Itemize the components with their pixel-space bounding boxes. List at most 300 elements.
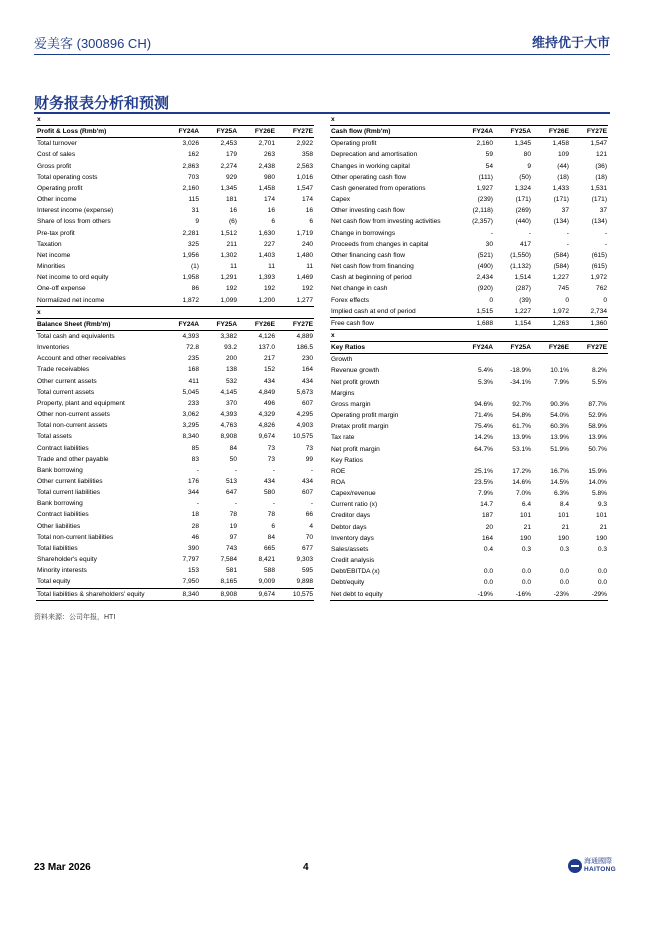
table-row bbox=[330, 239, 608, 250]
row-value: 588 bbox=[263, 567, 275, 575]
kr-col-header: FY25A bbox=[494, 342, 532, 354]
table-row bbox=[330, 510, 608, 521]
row-value: - bbox=[310, 500, 314, 508]
haitong-logo bbox=[568, 858, 616, 874]
row-value: -29% bbox=[570, 589, 608, 601]
table-row bbox=[330, 421, 608, 432]
row-value: 11 bbox=[230, 263, 237, 271]
row-value: 9,898 bbox=[296, 578, 314, 586]
row-value: - bbox=[196, 500, 199, 508]
row-value: 980 bbox=[263, 173, 275, 181]
row-value: 7.9% bbox=[553, 378, 569, 386]
row-value: (18) bbox=[595, 173, 608, 181]
table-row bbox=[330, 410, 608, 421]
row-label: Total operating costs bbox=[37, 173, 98, 181]
table-row bbox=[330, 444, 608, 455]
row-value: 4,393 bbox=[182, 332, 199, 340]
row-value: 434 bbox=[302, 377, 314, 385]
table-row bbox=[36, 521, 314, 532]
header-rule bbox=[34, 54, 610, 55]
row-value: 174 bbox=[263, 196, 275, 204]
table-row bbox=[330, 138, 608, 150]
row-value: 6.4 bbox=[521, 501, 531, 509]
row-value: 58.9% bbox=[588, 423, 608, 431]
row-value: (36) bbox=[595, 162, 608, 170]
row-label: Free cash flow bbox=[330, 317, 456, 329]
row-value: 9,674 bbox=[258, 433, 275, 441]
row-value: 1,972 bbox=[590, 274, 608, 282]
table-row bbox=[36, 216, 314, 227]
row-value: 1,360 bbox=[570, 317, 608, 329]
row-value: 2,281 bbox=[182, 229, 199, 237]
row-value: 70 bbox=[305, 533, 314, 541]
row-value: 9.3 bbox=[597, 501, 608, 509]
table-row bbox=[330, 589, 608, 601]
row-value: 31 bbox=[191, 207, 199, 215]
table-row bbox=[36, 409, 314, 420]
pl-col-header: FY24A bbox=[162, 126, 200, 138]
kr-x-row bbox=[330, 330, 608, 342]
row-value bbox=[494, 555, 532, 566]
row-value: 10,575 bbox=[292, 433, 314, 441]
pl-col-header: FY27E bbox=[276, 126, 314, 138]
row-label: Other current liabilities bbox=[37, 478, 103, 485]
table-row bbox=[330, 577, 608, 588]
table-row bbox=[36, 161, 314, 172]
table-row bbox=[36, 487, 314, 498]
table-row bbox=[36, 498, 314, 509]
source-note: 资料来源：公司年报，HTI bbox=[34, 614, 116, 621]
section-title: 财务报表分析和预测 bbox=[34, 95, 170, 112]
row-value: 168 bbox=[187, 366, 199, 374]
row-label: Forex effects bbox=[331, 296, 369, 304]
row-label: Margins bbox=[331, 389, 355, 397]
row-value: 8,421 bbox=[258, 556, 275, 564]
row-value: 647 bbox=[225, 489, 237, 497]
row-value bbox=[532, 555, 570, 566]
row-value: 1,872 bbox=[162, 295, 200, 307]
row-value: 2,863 bbox=[182, 162, 199, 170]
table-row bbox=[36, 342, 314, 353]
table-row bbox=[330, 317, 608, 329]
pl-header-row bbox=[36, 126, 314, 138]
row-label: Trade receivables bbox=[37, 366, 90, 374]
row-value: 9,009 bbox=[258, 578, 275, 586]
row-value: (269) bbox=[515, 207, 531, 215]
header-company: 爱美客 (300896 CH) bbox=[34, 36, 152, 51]
table-row bbox=[36, 443, 314, 454]
row-value: 417 bbox=[519, 240, 531, 248]
row-value: - bbox=[566, 229, 569, 237]
row-value: (615) bbox=[591, 251, 608, 259]
row-value: 1,547 bbox=[296, 184, 314, 192]
row-value: 6 bbox=[271, 218, 275, 226]
row-value: (287) bbox=[515, 285, 531, 293]
row-value: 0.3 bbox=[559, 545, 569, 553]
row-value: 677 bbox=[302, 544, 314, 552]
row-value: 59 bbox=[485, 151, 493, 159]
row-value: (1,550) bbox=[510, 251, 531, 259]
table-row bbox=[36, 476, 314, 487]
row-value: 51.9% bbox=[550, 445, 569, 453]
row-value: 14.7 bbox=[480, 501, 493, 509]
bs-header-row bbox=[36, 318, 314, 330]
row-value: 3,062 bbox=[182, 411, 199, 419]
row-label: Total non-current liabilities bbox=[37, 533, 114, 541]
table-row bbox=[330, 533, 608, 544]
row-value: (111) bbox=[478, 173, 493, 181]
cf-col-header: FY27E bbox=[570, 126, 608, 138]
table-row bbox=[36, 509, 314, 520]
row-value: 86 bbox=[191, 285, 199, 293]
row-value: 1,469 bbox=[296, 274, 314, 282]
row-label: Taxation bbox=[37, 240, 62, 248]
row-value: 0.0 bbox=[597, 579, 608, 587]
row-value: 0.3 bbox=[521, 545, 531, 553]
row-value: 87.7% bbox=[588, 400, 608, 408]
table-row bbox=[330, 306, 608, 318]
row-value: 13.9% bbox=[588, 434, 608, 442]
row-value: 665 bbox=[263, 544, 275, 552]
row-value: 16 bbox=[229, 207, 237, 215]
row-value: - bbox=[604, 229, 608, 237]
table-row bbox=[330, 161, 608, 172]
table-row bbox=[36, 172, 314, 183]
row-value: 263 bbox=[263, 151, 275, 159]
row-value bbox=[570, 455, 608, 466]
row-value: 0.0 bbox=[521, 568, 531, 576]
row-value: 1,458 bbox=[552, 140, 569, 148]
row-value: 164 bbox=[481, 534, 493, 542]
row-value: 411 bbox=[188, 377, 199, 385]
row-value: 37 bbox=[561, 207, 569, 215]
row-value: 3,295 bbox=[182, 422, 199, 430]
right-column bbox=[330, 114, 608, 601]
row-label: Operating profit bbox=[37, 184, 83, 192]
row-label: Debt/equity bbox=[331, 579, 365, 587]
row-value: 192 bbox=[225, 285, 237, 293]
row-value: 179 bbox=[225, 151, 237, 159]
row-value: -23% bbox=[532, 589, 570, 601]
row-value: 581 bbox=[225, 567, 237, 575]
row-value bbox=[570, 354, 608, 366]
row-value: 0.3 bbox=[597, 545, 608, 553]
row-label: Sales/assets bbox=[331, 545, 369, 553]
table-row bbox=[330, 228, 608, 239]
row-value: 5,045 bbox=[182, 388, 199, 396]
row-value: (171) bbox=[591, 196, 608, 204]
row-value: -16% bbox=[494, 589, 532, 601]
row-value: 0.4 bbox=[483, 545, 493, 553]
table-row bbox=[330, 377, 608, 388]
row-value: 1,514 bbox=[514, 274, 531, 282]
row-value: 496 bbox=[263, 399, 275, 407]
row-value: 2,701 bbox=[258, 140, 275, 148]
table-row bbox=[330, 283, 608, 294]
row-value: 217 bbox=[263, 355, 275, 363]
balance-sheet-table bbox=[36, 307, 314, 601]
row-value: 0.0 bbox=[597, 568, 608, 576]
row-value: 513 bbox=[225, 478, 237, 485]
row-label: Revenue growth bbox=[331, 367, 380, 375]
row-label: Capex bbox=[331, 196, 351, 204]
table-row bbox=[330, 183, 608, 194]
row-label: Cash generated from operations bbox=[331, 184, 426, 192]
row-value: 46 bbox=[191, 533, 199, 541]
row-label: Shareholder's equity bbox=[37, 556, 97, 564]
row-value: 192 bbox=[263, 285, 275, 293]
row-value: 92.7% bbox=[512, 400, 531, 408]
row-label: Minority interests bbox=[37, 567, 87, 575]
row-value: 211 bbox=[226, 240, 237, 248]
row-value: 1,927 bbox=[476, 184, 493, 192]
row-value: 7,797 bbox=[182, 556, 199, 564]
row-value bbox=[456, 388, 494, 399]
row-value: 6 bbox=[309, 218, 314, 226]
row-label: Interest income (expense) bbox=[37, 207, 114, 215]
row-value: (171) bbox=[515, 196, 531, 204]
row-value: 5.3% bbox=[477, 378, 493, 386]
row-value: 72.8 bbox=[186, 344, 199, 352]
row-value: 60.3% bbox=[550, 423, 569, 431]
row-value: 174 bbox=[302, 196, 314, 204]
table-row bbox=[330, 466, 608, 477]
row-value: 0.0 bbox=[521, 579, 531, 587]
row-value: 13.9% bbox=[550, 434, 569, 442]
row-value bbox=[570, 388, 608, 399]
row-value: 2,160 bbox=[182, 184, 199, 192]
row-value: 10,575 bbox=[276, 588, 314, 600]
row-value: 54.0% bbox=[550, 412, 569, 420]
table-row bbox=[36, 387, 314, 398]
row-value: 4,295 bbox=[296, 411, 314, 419]
row-value: 2,434 bbox=[476, 274, 493, 282]
row-value: 19 bbox=[229, 522, 237, 530]
row-value: 8,908 bbox=[220, 433, 237, 441]
row-label: Other current assets bbox=[37, 377, 97, 385]
row-value: 8,340 bbox=[182, 433, 199, 441]
header-rating: 维持优于大市 bbox=[531, 35, 610, 50]
table-row bbox=[330, 354, 608, 366]
row-value: 1,688 bbox=[456, 317, 494, 329]
row-label: Total equity bbox=[37, 578, 71, 586]
table-row bbox=[330, 399, 608, 410]
row-value: 1,227 bbox=[552, 274, 569, 282]
profit-loss-table bbox=[36, 114, 314, 307]
row-value: 78 bbox=[267, 511, 275, 519]
table-row bbox=[36, 554, 314, 565]
row-value: (440) bbox=[515, 218, 531, 226]
row-value: 607 bbox=[302, 399, 314, 407]
row-label: Tax rate bbox=[331, 434, 355, 442]
row-value: 84 bbox=[267, 533, 275, 541]
row-value: 4,849 bbox=[258, 388, 275, 396]
row-label: Contract liabilities bbox=[37, 511, 89, 519]
row-value: (1) bbox=[190, 263, 199, 271]
row-value: 61.7% bbox=[512, 423, 531, 431]
row-value: (134) bbox=[591, 218, 608, 226]
table-row bbox=[36, 420, 314, 431]
row-value: 1,291 bbox=[220, 274, 237, 282]
row-value: 1,263 bbox=[532, 317, 570, 329]
row-value: 7,950 bbox=[182, 578, 199, 586]
table-row bbox=[36, 330, 314, 342]
row-value: 1,630 bbox=[258, 229, 275, 237]
table-row bbox=[330, 205, 608, 216]
row-label: Operating profit margin bbox=[331, 412, 399, 420]
bs-x-row bbox=[36, 307, 314, 319]
row-label: Other investing cash flow bbox=[331, 207, 405, 215]
row-value: 2,274 bbox=[220, 162, 237, 170]
row-value: 190 bbox=[596, 534, 608, 542]
row-value: 745 bbox=[557, 285, 569, 293]
row-value: 227 bbox=[263, 240, 275, 248]
row-label: Property, plant and equipment bbox=[37, 399, 125, 407]
row-value: 230 bbox=[302, 355, 314, 363]
table-row bbox=[36, 588, 314, 600]
row-value: (615) bbox=[591, 263, 608, 271]
kr-col-header: FY26E bbox=[532, 342, 570, 354]
row-value: 52.9% bbox=[588, 412, 608, 420]
row-value: 16.7% bbox=[550, 467, 569, 475]
row-value: 1,200 bbox=[238, 295, 276, 307]
row-label: Key Ratios bbox=[331, 456, 363, 464]
row-value: 4,763 bbox=[220, 422, 237, 430]
row-value: (2,357) bbox=[472, 218, 493, 226]
row-value: - bbox=[196, 466, 199, 474]
row-value: 233 bbox=[187, 399, 199, 407]
table-row bbox=[36, 364, 314, 375]
row-value: 1,154 bbox=[494, 317, 532, 329]
cf-col-header: FY25A bbox=[494, 126, 532, 138]
row-label: Pre-tax profit bbox=[37, 229, 75, 237]
row-label: Total current liabilities bbox=[37, 489, 101, 497]
row-value: 21 bbox=[523, 523, 531, 531]
row-value: 1,393 bbox=[258, 274, 275, 282]
row-value: 9 bbox=[195, 218, 199, 226]
row-value: 5.8% bbox=[592, 490, 608, 498]
row-value: 235 bbox=[187, 355, 199, 363]
row-value: 2,438 bbox=[258, 162, 275, 170]
bs-title: Balance Sheet (Rmb'm) bbox=[36, 318, 162, 330]
row-label: Total turnover bbox=[37, 140, 77, 148]
row-value: 137.0 bbox=[258, 344, 275, 352]
row-value: 1,433 bbox=[552, 184, 569, 192]
row-label: Minorities bbox=[37, 263, 66, 271]
row-label: Cost of sales bbox=[37, 151, 76, 159]
row-label: Other operating cash flow bbox=[331, 173, 407, 181]
row-value bbox=[456, 354, 494, 366]
row-value: 53.1% bbox=[512, 445, 531, 453]
row-value: (39) bbox=[519, 296, 531, 304]
left-column bbox=[36, 114, 314, 601]
row-value: 8,908 bbox=[200, 588, 238, 600]
row-label: Other income bbox=[37, 196, 77, 204]
row-label: Debtor days bbox=[331, 523, 367, 531]
row-value: 176 bbox=[187, 478, 199, 485]
table-row bbox=[36, 194, 314, 205]
row-label: Current ratio (x) bbox=[331, 501, 378, 509]
row-value: (134) bbox=[553, 218, 569, 226]
row-label: Changes in working capital bbox=[331, 162, 410, 170]
row-value: 2,453 bbox=[220, 140, 237, 148]
row-value: -18.9% bbox=[510, 367, 531, 375]
row-value: 23.5% bbox=[474, 479, 493, 486]
row-value: 762 bbox=[596, 285, 608, 293]
table-row bbox=[36, 295, 314, 307]
row-value: 164 bbox=[302, 366, 314, 374]
row-label: Total assets bbox=[37, 433, 72, 441]
row-value: (50) bbox=[519, 173, 531, 181]
row-label: Proceeds from changes in capital bbox=[331, 240, 429, 248]
table-row bbox=[330, 149, 608, 160]
row-value: 1,345 bbox=[220, 184, 237, 192]
row-value: 30 bbox=[485, 240, 493, 248]
row-value: 344 bbox=[187, 489, 199, 497]
row-value: 73 bbox=[305, 444, 314, 452]
table-row bbox=[330, 295, 608, 306]
table-row bbox=[330, 261, 608, 272]
kr-header-row bbox=[330, 342, 608, 354]
row-value: 11 bbox=[306, 263, 314, 271]
bs-col-header: FY24A bbox=[162, 318, 200, 330]
table-row bbox=[36, 228, 314, 239]
row-value: 325 bbox=[187, 240, 199, 248]
row-value: 66 bbox=[305, 511, 314, 519]
row-value: 8,340 bbox=[162, 588, 200, 600]
row-value: 25.1% bbox=[474, 467, 493, 475]
table-row bbox=[36, 283, 314, 294]
row-label: Change in borrowings bbox=[331, 229, 396, 237]
table-row bbox=[36, 239, 314, 250]
table-row bbox=[36, 543, 314, 554]
kr-title: Key Ratios bbox=[330, 342, 456, 354]
row-label: Net profit growth bbox=[331, 378, 380, 386]
row-value: 434 bbox=[302, 478, 314, 485]
row-value: -19% bbox=[456, 589, 494, 601]
table-row bbox=[330, 455, 608, 466]
row-value: 1,515 bbox=[476, 307, 493, 315]
cash-flow-table bbox=[330, 114, 608, 330]
row-value: 138 bbox=[225, 366, 237, 374]
row-value bbox=[456, 455, 494, 466]
row-value: 94.6% bbox=[474, 400, 493, 408]
row-value: 4,329 bbox=[258, 411, 275, 419]
row-label: Net income bbox=[37, 251, 71, 259]
row-value: 2,160 bbox=[476, 140, 493, 148]
table-row bbox=[330, 432, 608, 443]
row-value: (584) bbox=[553, 251, 569, 259]
row-value bbox=[456, 555, 494, 566]
row-value: 607 bbox=[302, 489, 314, 497]
table-row bbox=[330, 477, 608, 488]
row-value: 10.1% bbox=[550, 367, 569, 375]
row-label: Trade and other payable bbox=[37, 455, 109, 463]
row-label: Net change in cash bbox=[331, 285, 388, 293]
row-label: Deprecation and amortisation bbox=[331, 151, 418, 159]
row-value: 115 bbox=[188, 196, 199, 204]
table-row bbox=[36, 398, 314, 409]
row-value: 73 bbox=[267, 444, 275, 452]
table-row bbox=[36, 138, 314, 150]
row-value: 13.9% bbox=[512, 434, 531, 442]
row-value: 200 bbox=[225, 355, 237, 363]
row-value: 9,303 bbox=[296, 556, 314, 564]
row-value bbox=[570, 555, 608, 566]
logo-english: HAITONG bbox=[584, 866, 616, 873]
row-value: (2,118) bbox=[472, 207, 493, 215]
table-row bbox=[36, 431, 314, 442]
